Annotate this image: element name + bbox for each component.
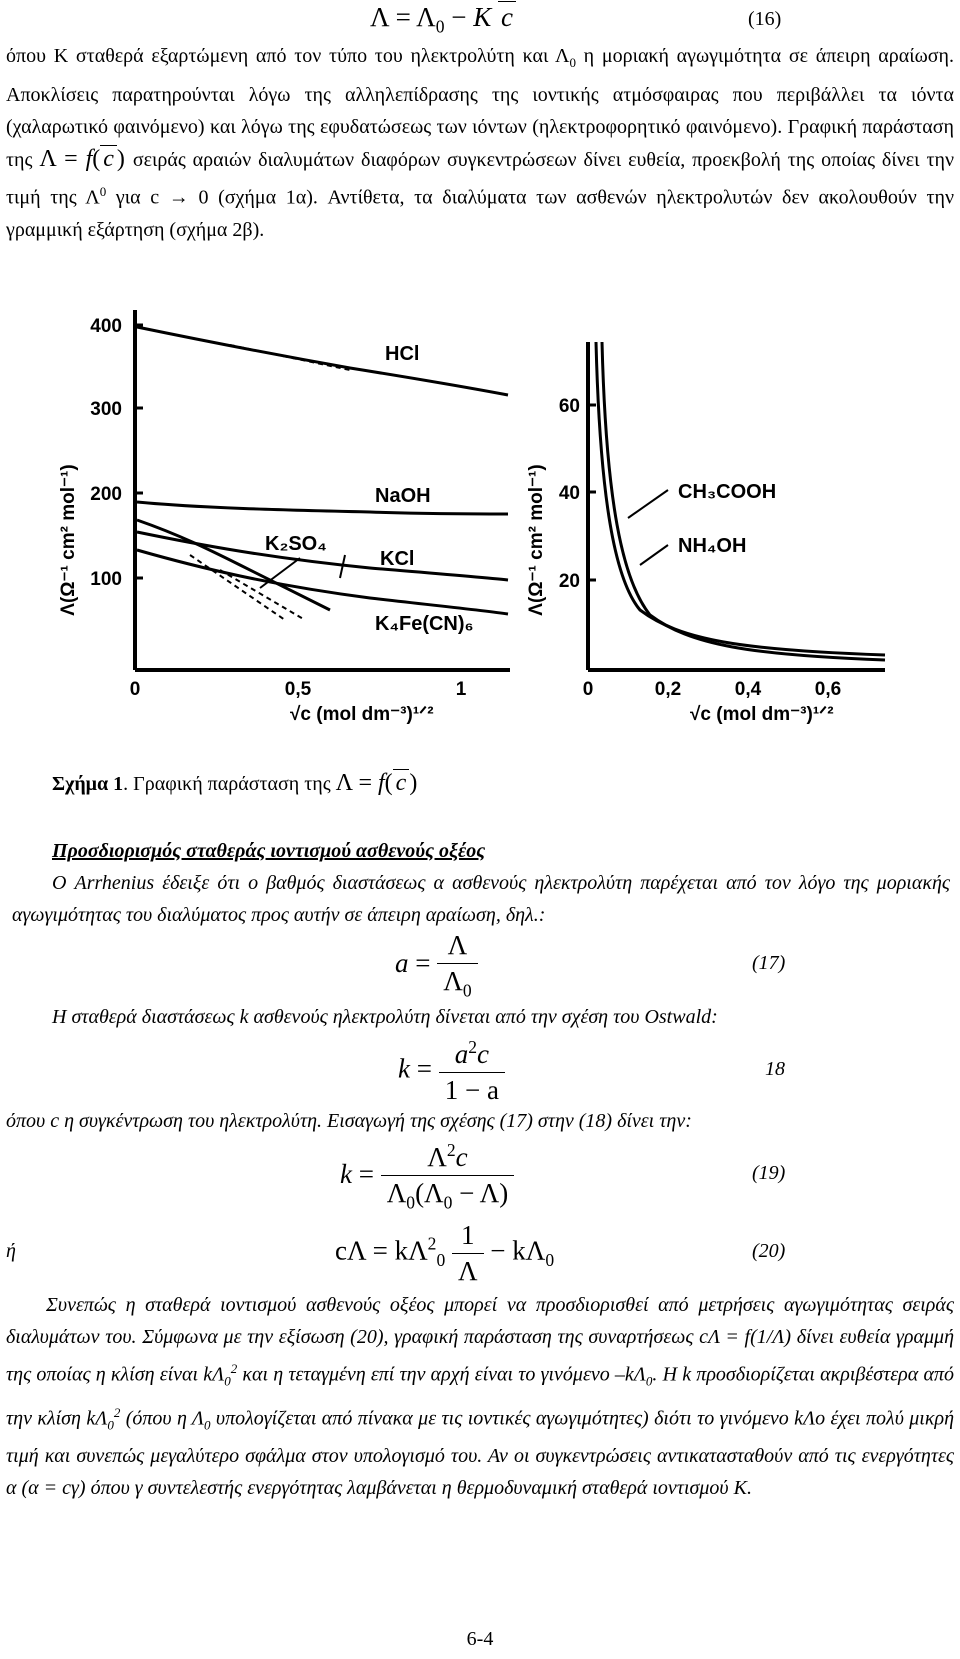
equation-20-number: (20) xyxy=(752,1240,786,1262)
eq19-sup: 2 xyxy=(446,1140,456,1160)
eq17-den: Λ xyxy=(443,966,463,996)
right-ylabel: Λ(Ω⁻¹ cm² mol⁻¹) xyxy=(526,464,547,616)
label-k4fecn6: K₄Fe(CN)₆ xyxy=(375,613,474,635)
eq19-den-a: Λ xyxy=(386,1178,407,1208)
right-xlabel: √c (mol dm⁻³)¹ᐟ² xyxy=(690,704,834,725)
left-xtick-05: 0,5 xyxy=(284,679,312,700)
curve-naoh xyxy=(137,502,508,514)
right-xtick-02: 0,2 xyxy=(654,679,682,700)
eq18-den: 1 − a xyxy=(444,1075,499,1105)
curve-hcl xyxy=(137,327,508,395)
left-ytick-200: 200 xyxy=(90,484,122,505)
section-paragraph-3: όπου c η συγκέντρωση του ηλεκτρολύτη. Εισαγωγή της σχέσης (17) στην (18) δίνει την: xyxy=(6,1110,692,1132)
p4-sub-4: 0 xyxy=(204,1417,211,1433)
right-ytick-40: 40 xyxy=(558,483,580,504)
formula-eq: = xyxy=(64,146,78,172)
para1-part-d: για c → 0 (σχήμα 1α). Αντίθετα, τα διαλύματα των ασθενών ηλεκτρολυτών δεν ακολουθούν την γραμμική εξάρτηση (σχήμα 2β). xyxy=(6,186,954,241)
left-ytick-300: 300 xyxy=(90,399,122,420)
equation-17-number: (17) xyxy=(752,952,786,974)
eq18-num-a: a xyxy=(454,1039,469,1069)
eq17-eq: = xyxy=(415,947,431,978)
caption-eq: = xyxy=(358,770,372,796)
eq16-lhs: Λ xyxy=(370,2,389,32)
left-ylabel: Λ(Ω⁻¹ cm² mol⁻¹) xyxy=(58,464,79,616)
equation-18-number: 18 xyxy=(765,1058,785,1080)
chart-left xyxy=(58,310,510,725)
eq20-sup: 2 xyxy=(427,1233,437,1254)
p4-b: και η τεταγμένη επί την αρχή είναι το γινόμενο –kΛ xyxy=(237,1363,646,1386)
equation-18 xyxy=(398,1037,505,1106)
intro-paragraph xyxy=(6,40,954,246)
right-xtick-0: 0 xyxy=(582,679,594,700)
eq19-k: k xyxy=(340,1158,352,1189)
eq19-den-sub2: 0 xyxy=(443,1192,453,1213)
label-ch3cooh: CH₃COOH xyxy=(678,481,777,503)
caption-f: f xyxy=(377,770,385,796)
left-ytick-100: 100 xyxy=(90,569,122,590)
caption-bold: Σχήμα 1 xyxy=(52,773,124,795)
eq16-minus: − xyxy=(451,2,467,32)
formula-lambda: Λ xyxy=(39,146,57,172)
figure-1 xyxy=(40,300,920,760)
section-paragraph-4 xyxy=(6,1290,954,1504)
para1-formula: Λ = f( c ) xyxy=(39,146,133,172)
left-xtick-1: 1 xyxy=(455,679,467,700)
left-ytick-400: 400 xyxy=(90,316,122,337)
formula-c: c xyxy=(103,146,114,172)
caption-formula: Λ = f( c ) xyxy=(335,770,418,796)
equation-16-number: (16) xyxy=(748,8,782,30)
eq16-lambda: Λ xyxy=(416,2,436,32)
or-word: ή xyxy=(6,1240,16,1262)
p4-sub-1: 0 xyxy=(224,1373,231,1389)
chart-right xyxy=(526,342,885,725)
eq20-lhs: cΛ = kΛ xyxy=(335,1235,428,1266)
eq18-k: k xyxy=(398,1053,410,1084)
eq18-sup: 2 xyxy=(468,1037,477,1057)
section-paragraph-2: Η σταθερά διαστάσεως k ασθενούς ηλεκτρολύτη δίνεται από την σχέση του Ostwald: xyxy=(52,1006,718,1028)
para1-part-b: η μοριακή αγωγιμότητα σε άπειρη αραίωση. Αποκλίσεις παρατηρούνται λόγω της αλληλεπίδρασης της ιοντικής ατμόσφαιρας που περιβάλλει τα ιόντα (χαλαρωτικό φαινόμενο) και λόγω της εφυδατώσεως των ιόντων (ηλεκτροφορητικό φαινόμενο). Γραφική παράσταση της xyxy=(6,45,954,171)
eq20-den: Λ xyxy=(457,1256,478,1286)
eq18-eq: = xyxy=(416,1053,432,1084)
p4-a: Συνεπώς η σταθερά ιοντισμού ασθενούς οξέος μπορεί να προσδιορισθεί από μετρήσεις αγωγιμότητας σειράς διαλυμάτων του. Σύμφωνα με την εξίσωση (20), γραφική παράσταση της συναρτήσεως cΛ = f(1/Λ) δίνει ευθεία γραμμή της οποίας η κλίση είναι kΛ xyxy=(6,1294,954,1386)
right-xtick-06: 0,6 xyxy=(814,679,842,700)
p4-c: . Η k προσδιορίζεται ακριβέστερα από την κλίση kΛ xyxy=(6,1363,954,1430)
left-xtick-0: 0 xyxy=(129,679,141,700)
equation-17 xyxy=(395,930,478,1001)
eq19-den-sub: 0 xyxy=(406,1192,416,1213)
section-paragraph-1: Ο Arrhenius έδειξε ότι ο βαθμός διαστάσεως α ασθενούς ηλεκτρολύτη παρέχεται από τον λόγο της μοριακής αγωγιμότητας του διαλύματος προς αυτήν σε άπειρη αραίωση, δηλ.: xyxy=(12,872,950,926)
right-xtick-04: 0,4 xyxy=(734,679,762,700)
eq20-sub: 0 xyxy=(436,1250,446,1271)
formula-f: f xyxy=(85,146,93,172)
eq17-a: a xyxy=(395,947,409,978)
label-k2so4: K₂SO₄ xyxy=(265,533,327,555)
label-naoh: NaOH xyxy=(375,485,431,507)
eq16-k: K xyxy=(473,2,492,32)
equation-16 xyxy=(370,2,516,37)
page-number: 6-4 xyxy=(466,1628,494,1650)
eq18-num-c: c xyxy=(476,1039,489,1069)
eq16-equals: = xyxy=(395,2,411,32)
eq17-sub: 0 xyxy=(462,980,472,1001)
p4-sup-1: 2 xyxy=(230,1361,238,1376)
equation-20 xyxy=(335,1220,554,1287)
eq19-den-b: (Λ xyxy=(415,1178,444,1208)
right-ytick-60: 60 xyxy=(558,396,580,417)
figure-caption xyxy=(52,770,417,797)
right-ytick-20: 20 xyxy=(558,571,580,592)
left-xlabel: √c (mol dm⁻³)¹ᐟ² xyxy=(290,704,434,725)
eq19-num-c: c xyxy=(455,1142,468,1172)
p4-d: (όπου η Λ xyxy=(120,1407,205,1430)
p4-sup-2: 2 xyxy=(113,1405,121,1421)
para1-part-c: σειράς αραιών διαλυμάτων διαφόρων συγκεντρώσεων δίνει ευθεία, προεκβολή της οποίας δίνει την τιμή της Λ xyxy=(6,149,955,209)
eq19-eq: = xyxy=(358,1158,374,1189)
curve-k4fecn6 xyxy=(137,550,508,614)
para1-part-a: όπου K σταθερά εξαρτώμενη από τον τύπο του ηλεκτρολύτη και Λ xyxy=(6,45,570,67)
equation-19 xyxy=(340,1140,514,1213)
p4-sub-2: 0 xyxy=(645,1373,653,1389)
eq16-sub: 0 xyxy=(435,16,445,37)
eq20-minus: − kΛ xyxy=(490,1235,546,1266)
eq19-num: Λ xyxy=(427,1142,447,1172)
pointer-nh4oh xyxy=(640,545,668,565)
section-title: Προσδιορισμός σταθεράς ιοντισμού ασθενούς οξέος xyxy=(52,840,486,862)
para1-sup: 0 xyxy=(99,184,107,199)
label-hcl: HCl xyxy=(385,343,420,365)
pointer-ch3cooh xyxy=(628,490,668,518)
eq19-den-c: − Λ) xyxy=(452,1178,509,1208)
label-nh4oh: NH₄OH xyxy=(678,535,747,557)
p4-e: υπολογίζεται από πίνακα με τις ιοντικές αγωγιμότητες) διότι το γινόμενο kΛο έχει πολύ μικρή τιμή και συνεπώς μεγαλύτερο σφάλμα στον υπολογισμό του. Αν οι συγκεντρώσεις αντικατασταθούν από τις ενεργότητες α (α = cγ) όπου γ συντελεστής ενεργότητας λαμβάνεται η θερμοδυναμική σταθερά ιοντισμού K. xyxy=(6,1407,954,1499)
eq20-sub2: 0 xyxy=(545,1250,555,1271)
caption-lambda: Λ xyxy=(335,770,353,796)
p4-sub-3: 0 xyxy=(107,1417,114,1433)
eq20-num: 1 xyxy=(452,1220,484,1254)
caption-c: c xyxy=(395,770,407,796)
eq16-c: c xyxy=(500,2,513,32)
para1-sub: 0 xyxy=(569,55,576,70)
caption-text: . Γραφική παράσταση της xyxy=(123,773,336,795)
equation-19-number: (19) xyxy=(752,1162,786,1184)
eq17-num: Λ xyxy=(437,930,477,964)
label-kcl: KCl xyxy=(380,548,415,570)
